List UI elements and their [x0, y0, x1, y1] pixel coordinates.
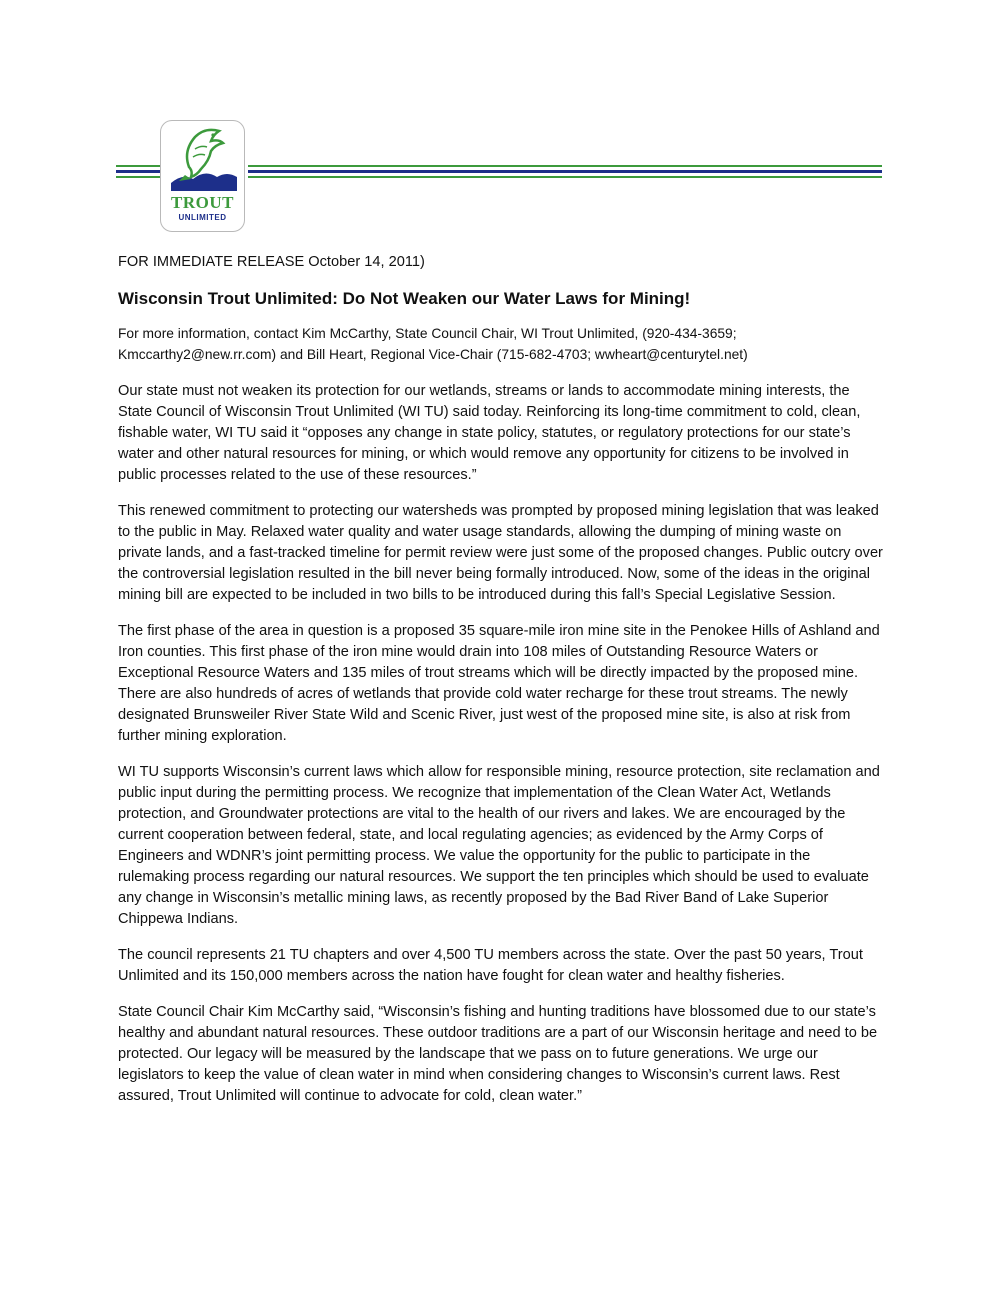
- press-release-body: [118, 252, 884, 1122]
- headline: Wisconsin Trout Unlimited: Do Not Weaken our Water Laws for Mining!: [118, 289, 691, 308]
- release-date-line: FOR IMMEDIATE RELEASE October 14, 2011): [118, 254, 425, 270]
- paragraph-2: This renewed commitment to protecting our watersheds was prompted by proposed mining legislation that was leaked to the public in May. Relaxed water quality and water usage standards, allowing the dumping of mining waste on private lands, and a fast-tracked timeline for permit review were just some of the proposed changes. Public outcry over the controversial legislation resulted in the bill never being formally introduced. Now, some of the ideas in the original mining bill are expected to be included in two bills to be introduced during this fall’s Special Legislative Session.: [118, 503, 883, 603]
- logo-subwordmark: UNLIMITED: [178, 213, 227, 222]
- paragraph-1: Our state must not weaken its protection for our wetlands, streams or lands to accommodate mining interests, the State Council of Wisconsin Trout Unlimited (WI TU) said today. Reinforcing its long-time commitment to cold, clean, fishable water, WI TU said it “opposes any change in state policy, statutes, or regulatory protections for our state’s water and other natural resources for mining, or which would remove any opportunity for citizens to be involved in public processes related to the use of these resources.”: [118, 383, 861, 483]
- letterhead-green-rule-right-lower: [248, 176, 882, 178]
- paragraph-3: The first phase of the area in question is a proposed 35 square-mile iron mine site in the Penokee Hills of Ashland and Iron counties. This first phase of the iron mine would drain into 108 miles of Outstanding Resource Waters or Exceptional Resource Waters and 135 miles of trout streams which will be directly impacted by the proposed mine. There are also hundreds of acres of wetlands that provide cold water recharge for these trout streams. The newly designated Brunsweiler River State Wild and Scenic River, just west of the proposed mine site, is also at risk from further mining exploration.: [118, 623, 880, 744]
- logo-wordmark: TROUT: [171, 193, 234, 212]
- letterhead-blue-rule-left: [116, 170, 160, 173]
- trout-unlimited-logo: [160, 120, 245, 232]
- contact-info: For more information, contact Kim McCarthy, State Council Chair, WI Trout Unlimited, (920-434-3659; Kmccarthy2@new.rr.com) and Bill Heart, Regional Vice-Chair (715-682-4703; wwheart@centurytel.net): [118, 326, 748, 362]
- letterhead-blue-rule-right: [248, 170, 882, 173]
- paragraph-5: The council represents 21 TU chapters and over 4,500 TU members across the state. Over the past 50 years, Trout Unlimited and its 150,000 members across the nation have fought for clean water and healthy fisheries.: [118, 947, 863, 984]
- letterhead-green-rule-right: [248, 165, 882, 167]
- letterhead-green-rule-left: [116, 165, 160, 167]
- paragraph-4: WI TU supports Wisconsin’s current laws which allow for responsible mining, resource protection, site reclamation and public input during the permitting process. We recognize that implementation of the Clean Water Act, Wetlands protection, and Groundwater protections are vital to the health of our rivers and lakes. We are encouraged by the current cooperation between federal, state, and local regulating agencies; as evidenced by the Army Corps of Engineers and WDNR’s joint permitting process. We value the opportunity for the public to participate in the rulemaking process regarding our natural resources. We support the ten principles which should be used to evaluate any change in Wisconsin’s metallic mining laws, as recently proposed by the Bad River Band of Lake Superior Chippewa Indians.: [118, 764, 880, 927]
- letterhead-green-rule-left-lower: [116, 176, 160, 178]
- paragraph-6: State Council Chair Kim McCarthy said, “Wisconsin’s fishing and hunting traditions have blossomed due to our state’s healthy and abundant natural resources. These outdoor traditions are a part of our Wisconsin heritage and need to be protected. Our legacy will be measured by the landscape that we pass on to future generations. We urge our legislators to keep the value of clean water in mind when considering changes to Wisconsin’s current laws. Rest assured, Trout Unlimited will continue to advocate for cold, clean water.”: [118, 1004, 878, 1104]
